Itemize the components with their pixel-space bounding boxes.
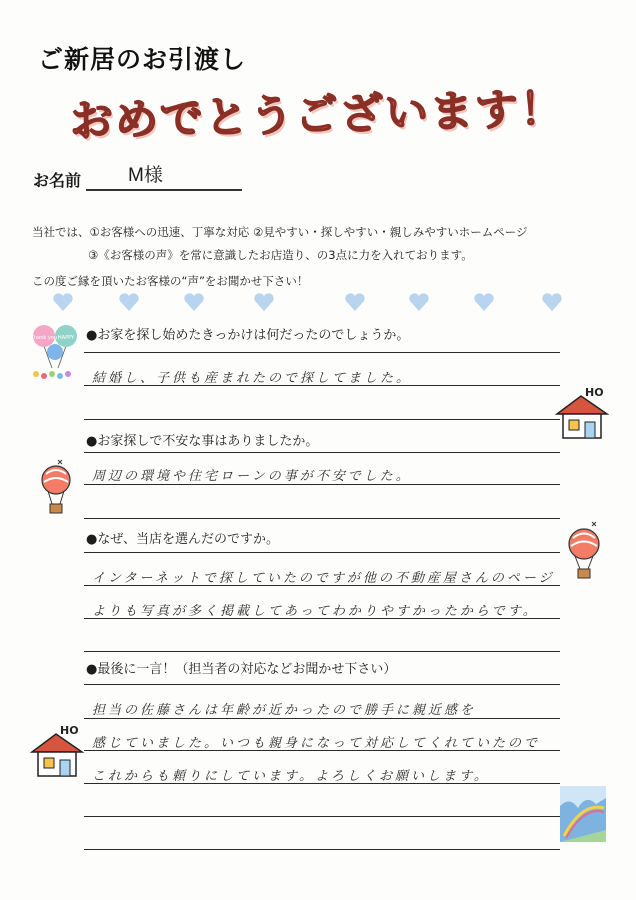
- page-title: おめでとうございます！: [69, 84, 566, 147]
- balloon-tag: Thank you: [30, 335, 58, 341]
- customer-name: M様: [128, 165, 163, 186]
- answer-line: [84, 585, 560, 586]
- rainbow-landscape-icon: [560, 786, 606, 842]
- heart-icon: [408, 292, 430, 312]
- question-3: ●なぜ、当店を選んだのですか。: [86, 532, 279, 547]
- heart-icon: [253, 292, 275, 312]
- answer-line: [84, 651, 560, 652]
- answer-line: [84, 849, 560, 850]
- answer-line: [84, 618, 560, 619]
- answer-line: [84, 352, 560, 353]
- answer-line: [84, 684, 560, 685]
- answer-4-line-3: これからも頼りにしています。よろしくお願いします。: [92, 769, 490, 784]
- page-subtitle: ご新居のお引渡し: [38, 45, 247, 74]
- answer-2-line-1: 周辺の環境や住宅ローンの事が不安でした。: [92, 469, 412, 484]
- answer-1-line-1: 結婚し、子供も産まれたので探してました。: [92, 371, 413, 386]
- question-1: ●お家を探し始めたきっかけは何だったのでしょうか。: [86, 328, 410, 343]
- answer-line: [84, 816, 560, 817]
- answer-4-line-1: 担当の佐藤さんは年齢が近かったので勝手に親近感を: [92, 703, 477, 718]
- answer-line: [84, 452, 560, 453]
- hot-air-balloon-icon: [36, 458, 76, 520]
- name-underline: [86, 189, 242, 191]
- house-icon: [553, 384, 613, 442]
- answer-line: [84, 552, 560, 553]
- question-2: ●お家探しで不安な事はありましたか。: [86, 434, 319, 449]
- answer-line: [84, 419, 560, 420]
- intro-line-2: ③《お客様の声》を常に意識したお店造り、の3点に力を入れております。: [88, 248, 473, 262]
- hot-air-balloon-icon: [562, 520, 606, 584]
- answer-line: [84, 484, 560, 485]
- heart-divider: [50, 292, 580, 314]
- answer-line: [84, 385, 560, 386]
- answer-line: [84, 783, 560, 784]
- name-label: お名前: [33, 171, 82, 190]
- answer-3-line-1: インターネットで探していたのですが他の不動産屋さんのページ: [92, 571, 555, 586]
- house-sign: HO: [585, 386, 604, 399]
- heart-icon: [473, 292, 495, 312]
- answer-3-line-2: よりも写真が多く掲載してあってわかりやすかったからです。: [92, 604, 539, 619]
- answer-4-line-2: 感じていました。いつも親身になって対応してくれていたので: [92, 736, 541, 751]
- answer-line: [84, 718, 560, 719]
- answer-line: [84, 518, 560, 519]
- house-sign: HO: [60, 724, 79, 737]
- heart-icon: [118, 292, 140, 312]
- intro-line-3: この度ご縁を頂いたお客様の“声”をお聞かせ下さい！: [32, 274, 309, 288]
- question-4: ●最後に一言！（担当者の対応などお聞かせ下さい）: [86, 662, 397, 677]
- balloon-tag: HAPPY: [57, 335, 75, 341]
- answer-line: [84, 750, 560, 751]
- heart-icon: [344, 292, 366, 312]
- house-icon: [28, 722, 88, 780]
- heart-icon: [52, 292, 74, 312]
- intro-line-1: 当社では、①お客様への迅速、丁寧な対応 ②見やすい・探しやすい・親しみやすいホームページ: [32, 225, 528, 239]
- balloons-illustration: [30, 322, 85, 380]
- heart-icon: [541, 292, 563, 312]
- heart-icon: [183, 292, 205, 312]
